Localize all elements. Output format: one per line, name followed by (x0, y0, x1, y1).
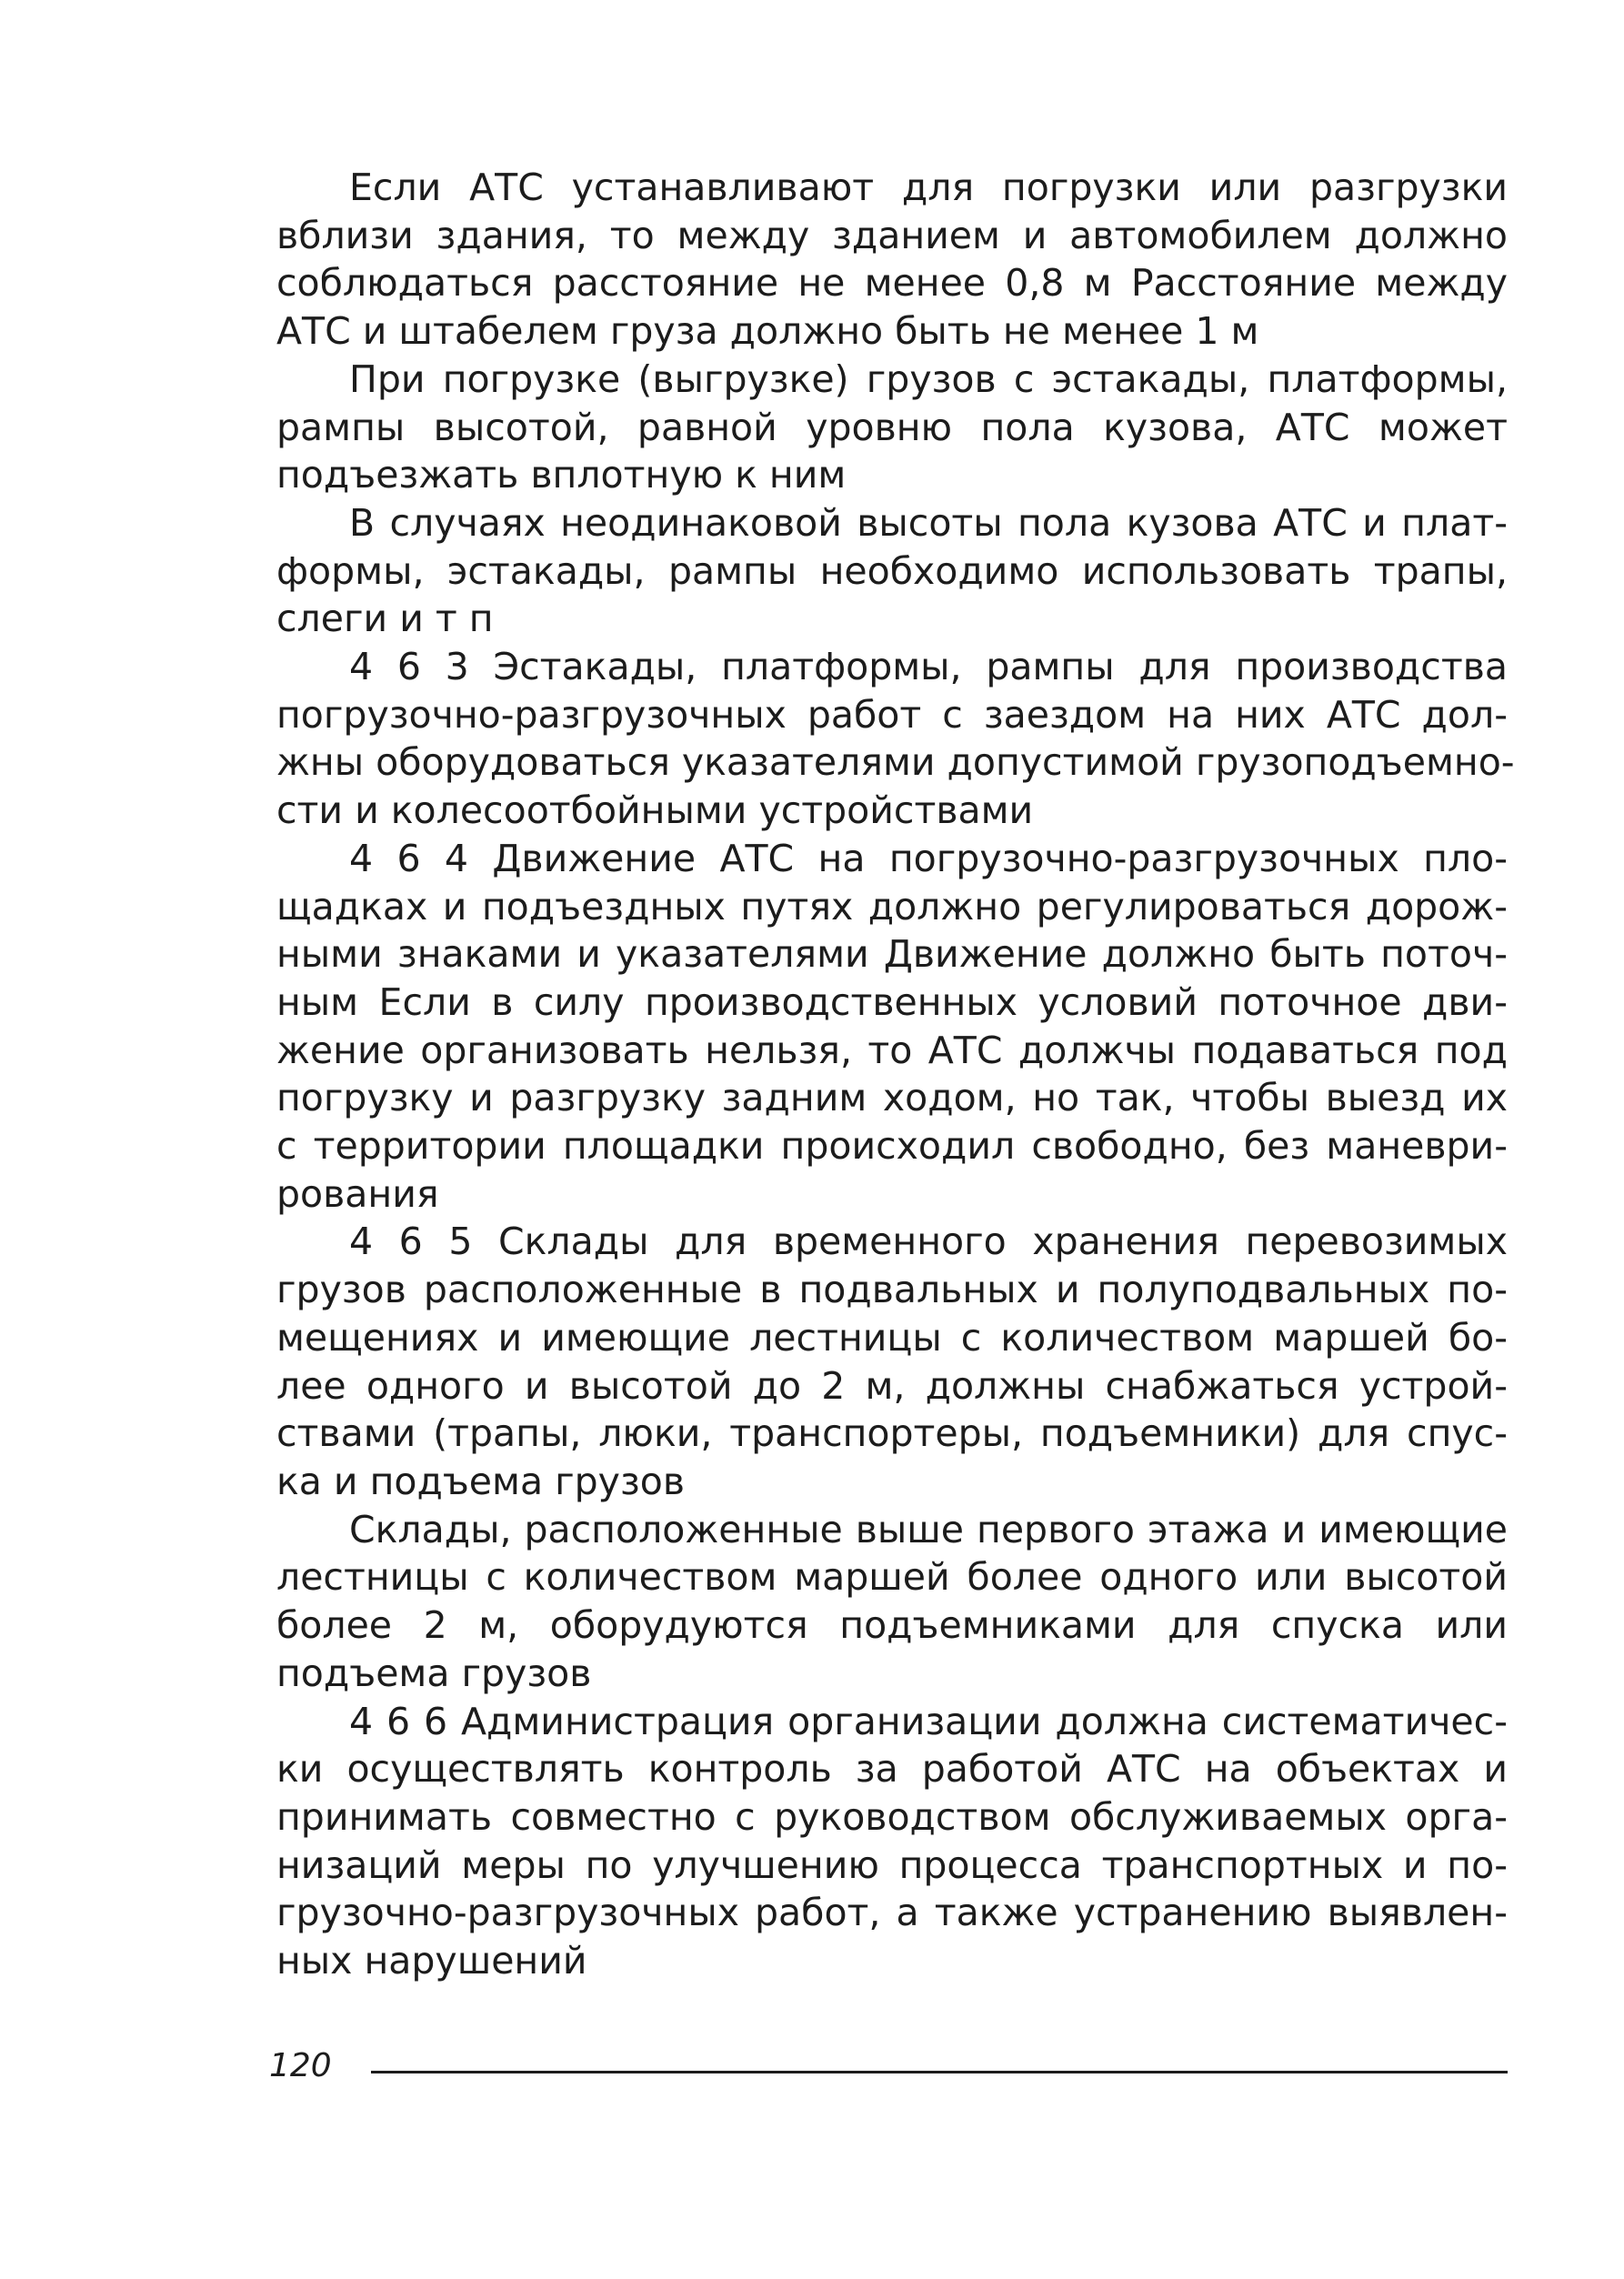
text-line: Склады, расположенные выше первого этажа и имеющие (349, 1507, 1508, 1551)
text-line: соблюдаться расстояние не менее 0,8 м Расстояние между (276, 261, 1508, 306)
text-line: низаций меры по улучшению процесса транспортных и по- (276, 1842, 1508, 1887)
section-4-6-5 (276, 1218, 1508, 1505)
text-line: 4 6 5 Склады для временного хранения перевозимых (349, 1220, 1508, 1264)
section-4-6-6 (276, 1698, 1508, 1985)
paragraph-2 (276, 356, 1508, 499)
paragraph-3 (276, 499, 1508, 643)
body-text (276, 164, 1515, 1985)
section-4-6-4 (276, 835, 1508, 1219)
page-footer (269, 2046, 1508, 2101)
text-line: с территории площадки происходил свободно, без маневри- (276, 1124, 1508, 1169)
text-line: более 2 м, оборудуются подъемниками для спуска или (276, 1603, 1508, 1648)
text-line: ных нарушений (276, 1939, 587, 1983)
text-line: рования (276, 1171, 439, 1216)
text-line: рампы высотой, равной уровню пола кузова, АТС может (276, 405, 1508, 449)
text-line: ными знаками и указателями Движение должно быть поточ- (276, 932, 1508, 977)
text-line: ка и подъема грузов (276, 1459, 685, 1503)
text-line: 4 6 3 Эстакады, платформы, рампы для производства (349, 645, 1508, 689)
text-line: грузов расположенные в подвальных и полуподвальных по- (276, 1268, 1508, 1312)
text-line: подъема грузов (276, 1651, 592, 1695)
text-line: ки осуществлять контроль за работой АТС на объектах и (276, 1747, 1508, 1792)
text-line: сти и колесоотбойными устройствами (276, 788, 1034, 833)
page-number: 120 (269, 2047, 332, 2084)
footer-rule (371, 2071, 1508, 2073)
text-line: жение организовать нельзя, то АТС должчы подаваться под (276, 1028, 1508, 1072)
text-line: АТС и штабелем груза должно быть не менее 1 м (276, 309, 1259, 354)
text-line: ным Если в силу производственных условий поточное дви- (276, 979, 1508, 1024)
text-line: слеги и т п (276, 597, 494, 641)
text-line: 4 6 4 Движение АТС на погрузочно-разгрузочных пло- (349, 836, 1508, 880)
text-line: формы, эстакады, рампы необходимо использовать трапы, (276, 548, 1508, 593)
text-line: жны оборудоваться указателями допустимой грузоподъемно- (276, 740, 1515, 785)
text-line: При погрузке (выгрузке) грузов с эстакады, платформы, (349, 356, 1508, 401)
text-line: ствами (трапы, люки, транспортеры, подъемники) для спус- (276, 1411, 1508, 1456)
text-line: лее одного и высотой до 2 м, должны снабжаться устрой- (276, 1363, 1508, 1408)
text-line: лестницы с количеством маршей более одного или высотой (276, 1555, 1508, 1600)
text-line: мещениях и имеющие лестницы с количеством маршей бо- (276, 1315, 1508, 1360)
text-line: погрузочно-разгрузочных работ с заездом на них АТС дол- (276, 692, 1508, 737)
text-line: принимать совместно с руководством обслуживаемых орга- (276, 1794, 1508, 1839)
text-line: щадках и подъездных путях должно регулироваться дорож- (276, 884, 1508, 929)
text-line: В случаях неодинаковой высоты пола кузова АТС и плат- (349, 500, 1508, 545)
text-line: 4 6 6 Администрация организации должна систематичес- (349, 1699, 1508, 1743)
section-4-6-3 (276, 643, 1515, 835)
text-line: Если АТС устанавливают для погрузки или разгрузки (349, 166, 1508, 209)
paragraph-warehouses (276, 1506, 1508, 1698)
paragraph-1 (276, 164, 1508, 356)
text-line: подъезжать вплотную к ним (276, 453, 847, 497)
text-line: грузочно-разгрузочных работ, а также устранению выявлен- (276, 1891, 1508, 1935)
text-line: погрузку и разгрузку задним ходом, но так, чтобы выезд их (276, 1076, 1508, 1120)
text-line: вблизи здания, то между зданием и автомобилем должно (276, 213, 1508, 257)
